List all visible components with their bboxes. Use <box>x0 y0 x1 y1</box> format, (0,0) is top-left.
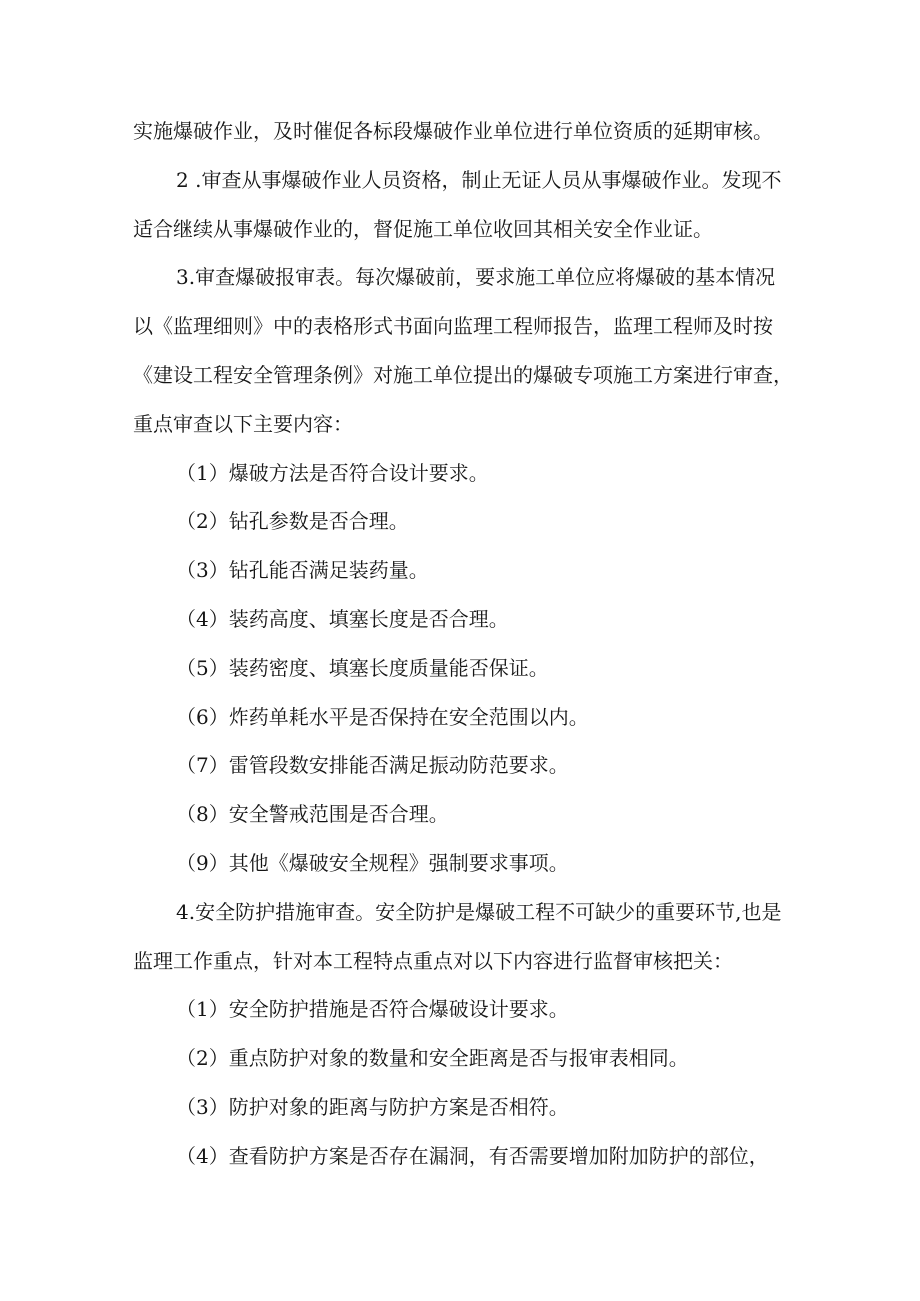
sub-item <box>133 644 893 693</box>
paragraph-item-4 <box>133 888 893 986</box>
text-line: 《建设工程安全管理条例》对施工单位提出的爆破专项施工方案进行审查， <box>133 362 793 387</box>
text-line: 适合继续从事爆破作业的，督促施工单位收回其相关安全作业证。 <box>133 216 713 241</box>
continued-paragraph <box>133 107 893 156</box>
sub-item <box>133 497 893 546</box>
text-line: 实施爆破作业，及时催促各标段爆破作业单位进行单位资质的延期审核。 <box>133 119 773 143</box>
text-line: （2）钻孔参数是否合理。 <box>176 509 409 534</box>
text-line: （1）爆破方法是否符合设计要求。 <box>176 460 489 485</box>
sub-item <box>133 546 893 595</box>
text-line: （4）查看防护方案是否存在漏洞，有否需要增加附加防护的部位， <box>176 1143 769 1168</box>
text-line: 2 .审查从事爆破作业人员资格，制止无证人员从事爆破作业。发现不 <box>176 167 782 192</box>
paragraph-item-2 <box>133 156 893 254</box>
text-line: （3）防护对象的距离与防护方案是否相符。 <box>176 1094 569 1119</box>
sub-item <box>133 449 893 498</box>
text-line: （8）安全警戒范围是否合理。 <box>176 802 449 827</box>
text-line: （1）安全防护措施是否符合爆破设计要求。 <box>176 997 569 1022</box>
sub-item <box>133 985 893 1034</box>
sub-item <box>133 595 893 644</box>
sub-item <box>133 693 893 742</box>
text-line: （2）重点防护对象的数量和安全距离是否与报审表相同。 <box>176 1046 689 1071</box>
sub-item <box>133 790 893 839</box>
text-line: （6）炸药单耗水平是否保持在安全范围以内。 <box>176 704 589 729</box>
text-line: （5）装药密度、填塞长度质量能否保证。 <box>176 655 549 680</box>
text-line: 重点审查以下主要内容： <box>133 411 353 436</box>
text-line: 3.审查爆破报审表。每次爆破前，要求施工单位应将爆破的基本情况 <box>176 265 776 290</box>
text-line: （7）雷管段数安排能否满足振动防范要求。 <box>176 753 569 778</box>
text-line: （3）钻孔能否满足装药量。 <box>176 558 429 583</box>
text-line: 监理工作重点，针对本工程特点重点对以下内容进行监督审核把关： <box>133 948 733 973</box>
sub-item <box>133 1132 893 1181</box>
sub-item <box>133 741 893 790</box>
text-line: 4.安全防护措施审查。安全防护是爆破工程不可缺少的重要环节,也是 <box>176 899 782 924</box>
sub-item <box>133 1083 893 1132</box>
paragraph-item-3 <box>133 253 893 448</box>
sub-item <box>133 839 893 888</box>
text-line: 以《监理细则》中的表格形式书面向监理工程师报告，监理工程师及时按 <box>133 314 773 339</box>
body-text <box>133 107 893 1181</box>
text-line: （4）装药高度、填塞长度是否合理。 <box>176 606 509 631</box>
sub-item <box>133 1034 893 1083</box>
text-line: （9）其他《爆破安全规程》强制要求事项。 <box>176 850 569 875</box>
